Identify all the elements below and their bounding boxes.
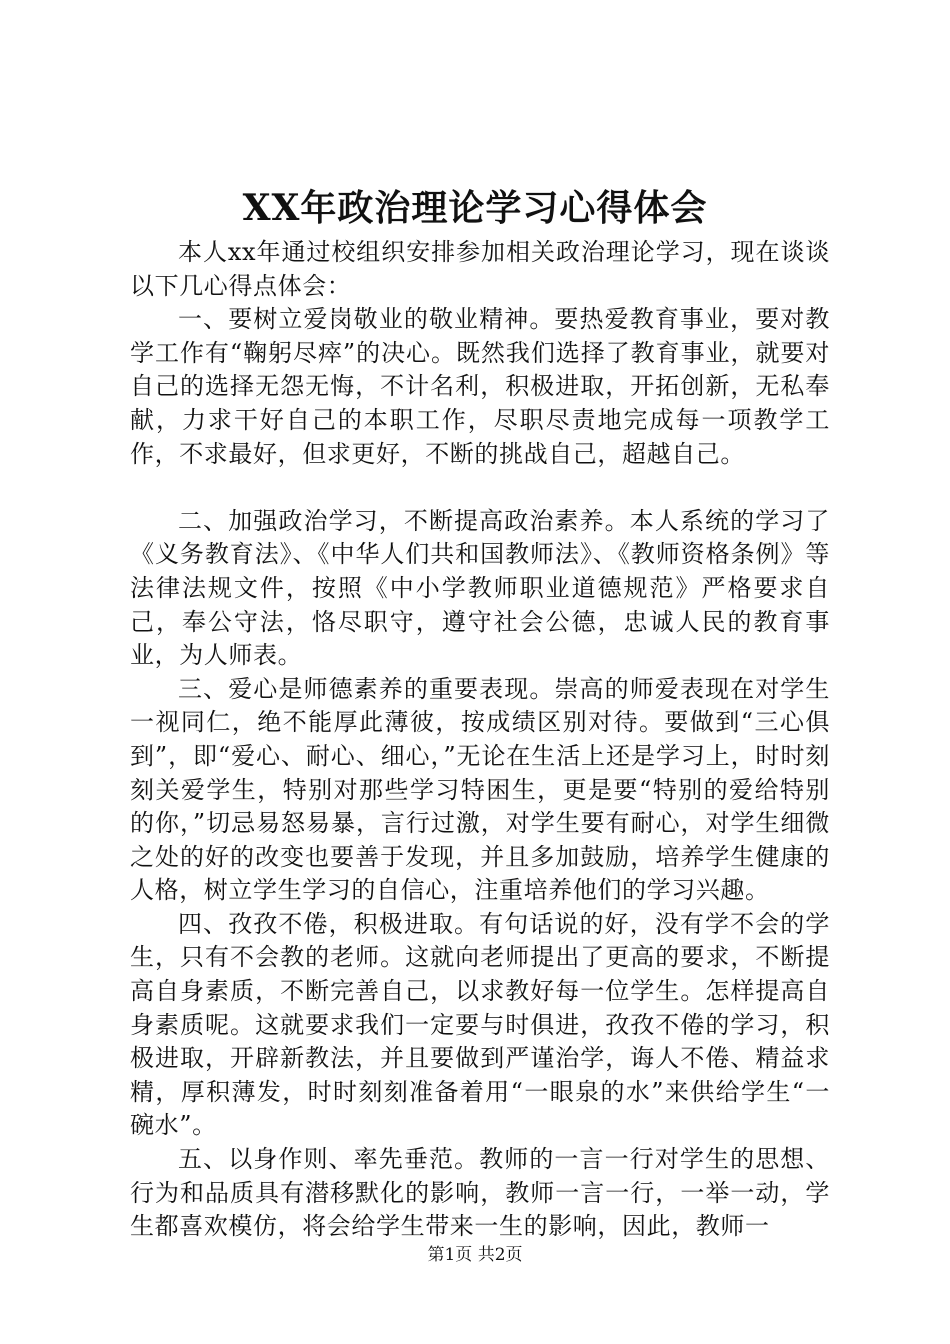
paragraph-point-2: 二、加强政治学习，不断提高政治素养。本人系统的学习了《义务教育法》、《中华人们共和国教师法》、《教师资格条例》等法律法规文件，按照《中小学教师职业道德规范》严格要求自己，奉公守法，恪尽职守，遵守社会公德，忠诚人民的教育事业，为人师表。 [130, 506, 830, 670]
page-footer: 第1页 共2页 [427, 1245, 523, 1265]
paragraph-point-4: 四、孜孜不倦，积极进取。有句话说的好，没有学不会的学生，只有不会教的老师。这就向老师提出了更高的要求，不断提高自身素质，不断完善自己，以求教好每一位学生。怎样提高自身素质呢。这就要求我们一定要与时俱进，孜孜不倦的学习，积极进取，开辟新教法，并且要做到严谨治学，诲人不倦、精益求精，厚积薄发，时时刻刻准备着用“一眼泉的水”来供给学生“一碗水”。 [130, 909, 830, 1140]
paragraph-intro: 本人xx年通过校组织安排参加相关政治理论学习，现在谈谈以下几心得点体会： [130, 238, 830, 300]
paragraph-point-3: 三、爱心是师德素养的重要表现。崇高的师爱表现在对学生一视同仁，绝不能厚此薄彼，按成绩区别对待。要做到“三心俱到”，即“爱心、耐心、细心，”无论在生活上还是学习上，时时刻刻关爱学生，特别对那些学习特困生，更是要“特别的爱给特别的你，”切忌易怒易暴，言行过激，对学生要有耐心，对学生细微之处的好的改变也要善于发现，并且多加鼓励，培养学生健康的人格，树立学生学习的自信心，注重培养他们的学习兴趣。 [130, 674, 830, 905]
document-body [130, 236, 830, 1244]
page-title: XX年政治理论学习心得体会 [242, 187, 708, 229]
paragraph-point-5: 五、以身作则、率先垂范。教师的一言一行对学生的思想、行为和品质具有潜移默化的影响，教师一言一行，一举一动，学生都喜欢模仿，将会给学生带来一生的影响，因此，教师一 [130, 1145, 830, 1241]
paragraph-point-1: 一、要树立爱岗敬业的敬业精神。要热爱教育事业，要对教学工作有“鞠躬尽瘁”的决心。既然我们选择了教育事业，就要对自己的选择无怨无悔，不计名利，积极进取，开拓创新，无私奉献，力求干好自己的本职工作，尽职尽责地完成每一项教学工作，不求最好，但求更好，不断的挑战自己，超越自己。 [130, 305, 830, 468]
